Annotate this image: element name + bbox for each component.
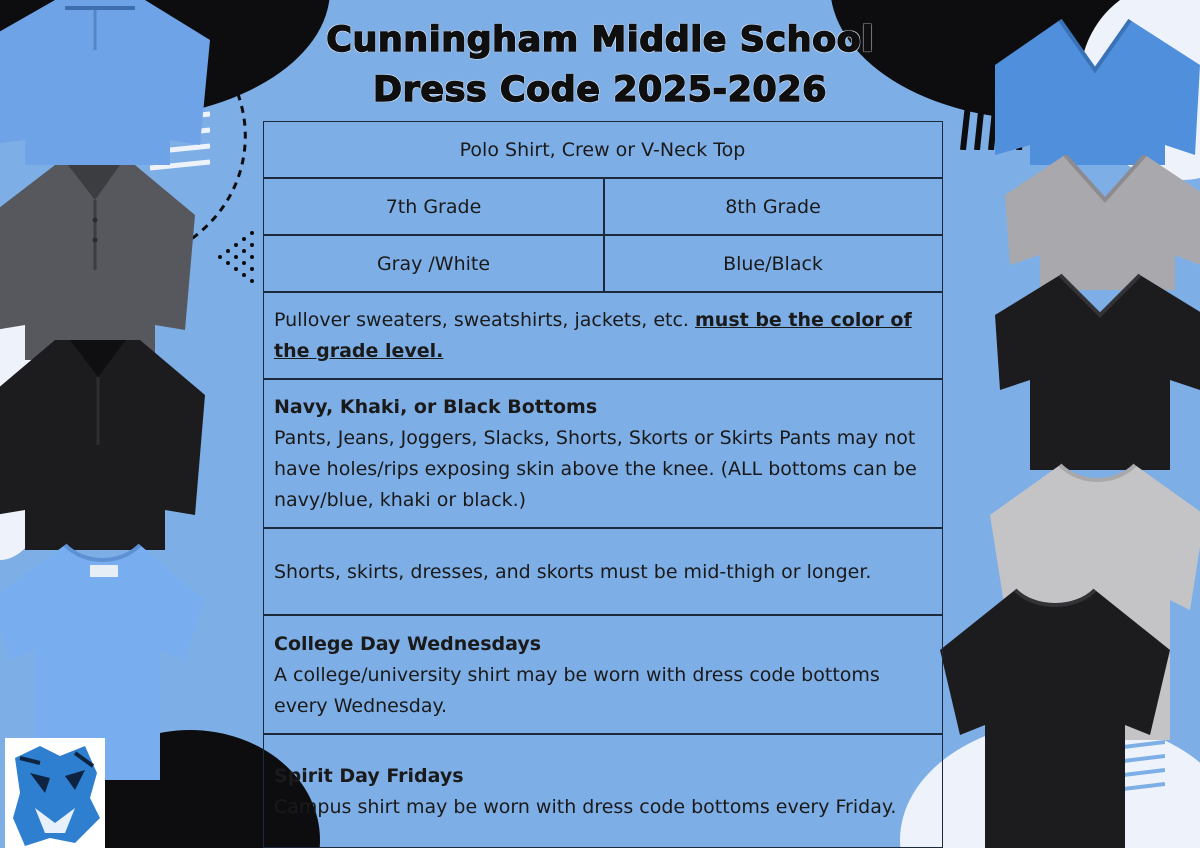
shirt-image-black-polo [0,335,215,550]
college-day-rule [264,616,941,734]
bottoms-body: Pants, Jeans, Joggers, Slacks, Shorts, Skorts or Skirts Pants may not have holes/rips exposing skin above the knee. (ALL bottoms can be navy/blue, khaki or black.) [274,427,917,511]
outerwear-rule-emphasis: must be the color of the grade level. [274,309,912,362]
grade-7-colors-text: Gray /White [376,252,491,275]
decorative-dot-grid [212,225,262,300]
college-day-heading: College Day Wednesdays [274,632,542,655]
shirt-image-charcoal-polo [0,160,205,360]
shirt-image-light-blue-polo [0,0,215,165]
grade-8-colors-text: Blue/Black [723,252,823,275]
shirt-image-blue-vneck [990,15,1200,165]
dress-code-table [263,121,943,848]
bobcat-mascot-logo-icon [5,738,105,848]
spirit-day-body: Campus shirt may be worn with dress code bottoms every Friday. [274,796,897,818]
table-header-tops [264,122,941,178]
grade-7-header [264,179,603,235]
page-title-line-1: Cunningham Middle School [326,20,874,60]
shirt-image-black-vneck [995,270,1200,470]
grade-7-label: 7th Grade [385,195,482,218]
bottoms-heading: Navy, Khaki, or Black Bottoms [274,396,598,418]
grade-8-colors [604,236,942,292]
grade-8-header [604,179,942,235]
shirt-image-black-tee [940,585,1170,848]
bottoms-rule [264,380,941,528]
table-column-divider [603,178,605,291]
spirit-day-heading: Spirit Day Fridays [274,765,464,787]
outerwear-rule-text: Pullover sweaters, sweatshirts, jackets, etc. [274,309,695,331]
college-day-body: A college/university shirt may be worn with dress code bottoms every Wednesday. [274,663,880,717]
length-rule [264,529,941,615]
tops-header-text: Polo Shirt, Crew or V-Neck Top [459,138,746,161]
outerwear-rule [264,293,941,379]
school-logo-panel [5,738,105,848]
length-rule-text: Shorts, skirts, dresses, and skorts must be mid-thigh or longer. [274,560,872,583]
spirit-day-rule [264,735,941,847]
page-title-line-2: Dress Code 2025-2026 [373,70,827,110]
grade-8-label: 8th Grade [725,195,821,218]
grade-7-colors [264,236,603,292]
